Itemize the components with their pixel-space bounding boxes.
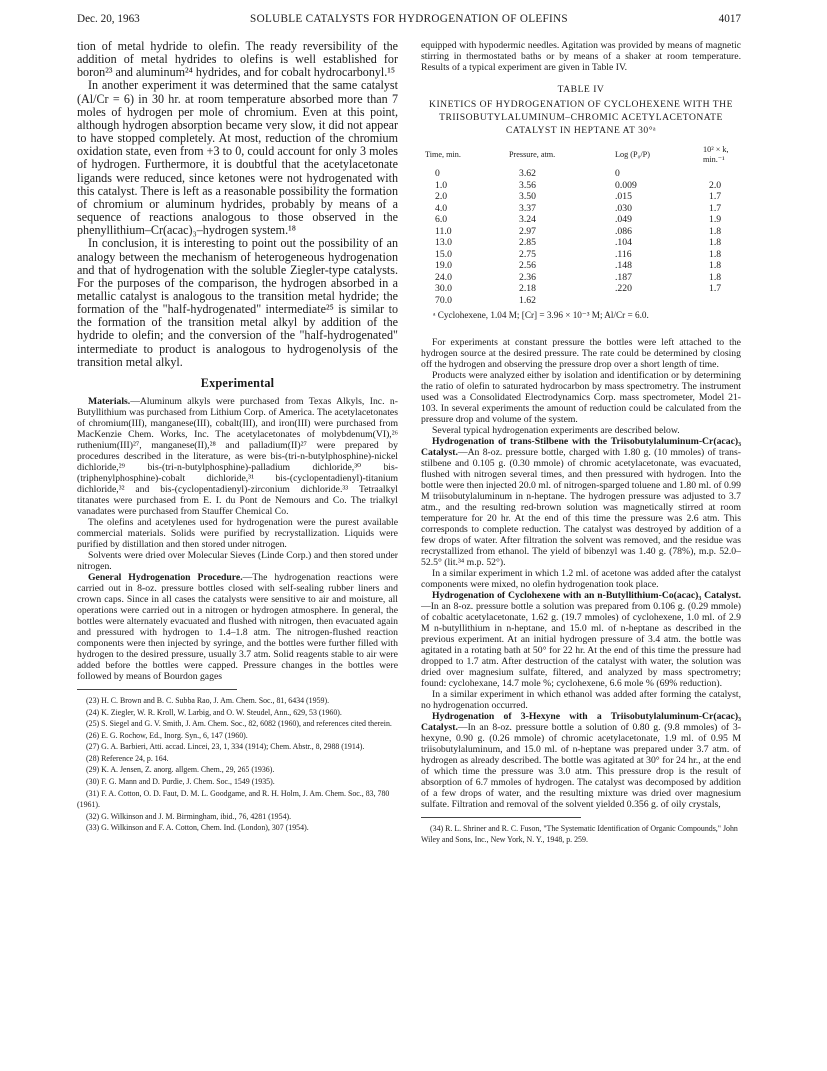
- table-cell: 13.0: [435, 237, 452, 249]
- hexyne-text: —In an 8-oz. pressure bottle a solution of 0.80 g. (9.8 mmoles) of 3-hexyne, 0.90 g. (0.26 mmole) of chromic acetylacetonate, 1.9 ml. of 0.95 M triisobutylaluminum, and 15.0 ml. of n-heptane was prepared under 3.7 atm. of hydrogen as already described. The bottle was agitated at 30° for 24 hr., at the end of which time the pressure was 3.0 atm. This pressure drop is the result of absorption of 6.7 mmoles of hydrogen. The catalyst was decomposed by addition of a few drops of water, and the resulting mixture was dried over magnesium sulfate. Filtration and removal of the solvent yielded 0.356 g. of oily crystals,: [421, 721, 741, 810]
- table-cell: 2.0: [435, 191, 448, 203]
- run-in-heading-hexyne: Hydrogenation of 3-Hexyne with a Triisobutylaluminum-Cr(acac)₃ Catalyst.: [421, 710, 741, 733]
- header-running-title: SOLUBLE CATALYSTS FOR HYDROGENATION OF OLEFINS: [250, 13, 568, 25]
- table-cell: .220: [615, 283, 632, 295]
- materials-text: —Aluminum alkyls were purchased from Texas Alkyls, Inc. n-Butyllithium was purchased from Lithium Corp. of America. The acetylacetonates of chromium(III), manganese(III), cobalt(III), and iron(III) were purchased from MacKenzie Chem. Works, Inc. The acetylacetonates of molybdenum(VI),²⁶ ruthenium(III)²⁷, manganese(II),²⁸ and palladium(II)²⁷ were prepared by procedures described in the literature, as were bis-(tri-n-butylphosphine)-nickel dichloride,²⁹ bis-(tri-n-butylphosphine)-palladium dichloride,³⁰ bis-(triphenylphosphine)-cobalt dichloride,³¹ bis-(cyclopentadienyl)-titanium dichloride,³² and bis-(cyclopentadienyl)-zirconium dichloride.³³ Tetraalkyl titanates were purchased from E. I. du Pont de Nemours and Co. The trialkyl vanadates were purchased from Stauffer Chemical Co.: [77, 395, 398, 517]
- table-row: [421, 191, 741, 203]
- table-cell: 3.50: [519, 191, 536, 203]
- table-cell: 6.0: [435, 214, 448, 226]
- table-cell: 2.56: [519, 260, 536, 272]
- table-cell: 1.8: [709, 260, 722, 272]
- table-cell: .187: [615, 271, 632, 283]
- table-row: [421, 180, 741, 192]
- table-cell: 3.37: [519, 202, 536, 214]
- footnote: (28) Reference 24, p. 164.: [86, 753, 169, 763]
- table-cell: .086: [615, 225, 632, 237]
- footnote: (34) R. L. Shriner and R. C. Fuson, "The Systematic Identification of Organic Compounds," John Wiley and Sons, Inc., New York, N. Y., 1948, p. 259.: [421, 823, 738, 845]
- paragraph-products: Products were analyzed either by isolation and identification or by determining the ratio of olefin to saturated hydrocarbon by mass spectrometry. The instrument used was a Consolidated Electrodynamics Corp. mass spectrometer, Model 21-103. In several experiments the amount of reduction could be calculated from the pressure drop and volume of the system.: [421, 369, 741, 425]
- table-cell: .049: [615, 214, 632, 226]
- paragraph-reversibility: tion of metal hydride to olefin. The ready reversibility of the addition of metal hydrides to olefins is well established for boron²³ and aluminum²⁴ hydrides, and for cobalt hydrocarbonyl.¹⁵: [77, 40, 398, 80]
- table-cell: 0: [615, 168, 620, 179]
- paragraph-materials: [77, 396, 398, 517]
- table-cell: 0.009: [615, 179, 637, 191]
- run-in-heading-materials: Materials.: [88, 395, 131, 407]
- paragraph-conclusion: In conclusion, it is interesting to point out the possibility of an analogy between the mechanism of heterogeneous hydrogenation and that of hydrogenation with the soluble Ziegler-type catalysts. For the purposes of the comparison, the hydrogen absorbed in a metallic catalyst is analogous to the transition metal hydride; the formation of the "half-hydrogenated" intermediate²⁵ is similar to the formation of the transition metal alkyl by addition of the hydride to olefin; and the conversion of the "half-hydrogenated" intermediate to product is analogous to hydrogenolysis of the transition metal alkyl.: [77, 236, 398, 369]
- table-cell: 15.0: [435, 248, 452, 260]
- paragraph-hexyne: [421, 711, 741, 810]
- table-cell: 11.0: [435, 225, 452, 237]
- table-cell: 1.7: [709, 202, 722, 214]
- general-text: —The hydrogenation reactions were carried out in 8-oz. pressure bottles closed with self-sealing rubber liners and crown caps. Since in all cases the catalysts were sensitive to air and moisture, all operations were carried out in a nitrogen or hydrogen atmosphere. In general, the bottles were alternately evacuated and flushed with nitrogen, then evacuated again and pressured with hydrogen to 1.4–1.8 atm. The nitrogen-flushed reaction components were then injected by syringe, and the bottles were further filled with hydrogen to the desired pressure, usually 3.7 atm. Solid reagents stable to air were added before the bottles were capped. Pressure changes in the bottles were followed by means of Bourdon gages: [77, 571, 398, 682]
- stilbene-text: —An 8-oz. pressure bottle, charged with 1.80 g. (10 mmoles) of trans-stilbene and 0.105 g. (0.30 mmole) of chromic acetylacetonate, was evacuated, flushed with nitrogen several times, and then pressured with hydrogen. Into the bottle were then injected 20.0 ml. of nitrogen-sparged toluene and 1.80 ml. of 0.99 M triisobutylaluminum in n-heptane. The hydrogen pressure was adjusted to 3.7 atm., and the resulting red-brown solution was magnetically stirred at room temperature for 20 hr. At the end of this time the pressure was 2.6 atm. This corresponds to complete reduction. The catalyst was destroyed by addition of a few drops of water. After filtration the solvent was removed, and the residue was recrystallized from ethanol. The yield of bibenzyl was 1.40 g. (78%), m.p. 52.0–52.5° (lit.³⁴ m.p. 52°).: [421, 446, 741, 568]
- paragraph-constant-pressure: For experiments at constant pressure the bottles were left attached to the hydrogen source at the desired pressure. The rate could be determined by closing off the hydrogen and observing the pressure drop over a short length of time.: [421, 336, 741, 370]
- table-footnote: ᵃ Cyclohexene, 1.04 M; [Cr] = 3.96 × 10⁻³ M; Al/Cr = 6.0.: [433, 309, 649, 320]
- column-header-log: Log (P₀/P): [615, 150, 650, 159]
- paragraph-several: Several typical hydrogenation experiments are described below.: [432, 424, 680, 436]
- table-cell: 2.18: [519, 283, 536, 295]
- table-row: [421, 214, 741, 226]
- table-cell: .015: [615, 191, 632, 203]
- run-in-heading-stilbene: Hydrogenation of trans-Stilbene with the Triisobutylaluminum-Cr(acac)₃ Catalyst.: [421, 435, 741, 458]
- table-cell: 1.7: [709, 283, 722, 295]
- footnote: (26) E. G. Rochow, Ed., Inorg. Syn., 6, 147 (1960).: [86, 730, 248, 740]
- table-cell: 2.36: [519, 271, 536, 283]
- table-cell: 1.8: [709, 237, 722, 249]
- paragraph-general-procedure: [77, 572, 398, 682]
- section-heading-experimental: Experimental: [200, 375, 275, 390]
- left-column: [77, 40, 398, 1058]
- footnote-rule: [77, 689, 237, 690]
- table-row: [421, 237, 741, 249]
- table-cell: 30.0: [435, 283, 452, 295]
- table-cell: 2.0: [709, 179, 722, 191]
- table-cell: 3.56: [519, 179, 536, 191]
- table-cell: 3.62: [519, 168, 536, 179]
- header-page-number: 4017: [718, 13, 741, 25]
- paragraph-stilbene: [421, 436, 741, 568]
- column-header-time: Time, min.: [425, 150, 461, 159]
- column-header-rate-constant: 10² × k, min.⁻¹: [703, 145, 729, 164]
- paragraph-olefins: The olefins and acetylenes used for hydrogenation were the purest available commercial materials. Solids were purified by recrystallization. Liquids were purified by distillation and then stored under nitrogen.: [77, 516, 398, 550]
- table-cell: 2.97: [519, 225, 536, 237]
- footnote: (25) S. Siegel and G. V. Smith, J. Am. Chem. Soc., 82, 6082 (1960), and references cited therein.: [86, 719, 392, 729]
- footnote: (29) K. A. Jensen, Z. anorg. allgem. Chem., 29, 265 (1936).: [86, 765, 275, 775]
- table-cell: .104: [615, 237, 632, 249]
- header-date: Dec. 20, 1963: [77, 13, 140, 25]
- run-in-heading-general: General Hydrogenation Procedure.: [88, 571, 243, 583]
- paragraph-ethanol: In a similar experiment in which ethanol was added after forming the catalyst, no hydrogenation occurred.: [421, 688, 741, 711]
- table-cell: .148: [615, 260, 632, 272]
- table-row: [421, 283, 741, 295]
- run-in-heading-cyclohexene: Hydrogenation of Cyclohexene with an n-Butyllithium-Co(acac)₃ Catalyst.: [432, 589, 741, 601]
- footnote: (33) G. Wilkinson and F. A. Cotton, Chem. Ind. (London), 307 (1954).: [86, 823, 309, 833]
- table-cell: 2.85: [519, 237, 536, 249]
- table-row: [421, 226, 741, 238]
- column-header-pressure: Pressure, atm.: [509, 150, 556, 159]
- footnote: (31) F. A. Cotton, O. D. Faut, D. M. L. Goodgame, and R. H. Holm, J. Am. Chem. Soc., 83, 780 (1961).: [77, 788, 390, 810]
- table-row: [421, 260, 741, 272]
- table-cell: 19.0: [435, 260, 452, 272]
- table-cell: 1.7: [709, 191, 722, 203]
- paragraph-solvents: Solvents were dried over Molecular Sieves (Linde Corp.) and then stored under nitrogen.: [77, 549, 398, 572]
- table-cell: .030: [615, 202, 632, 214]
- table-cell: 70.0: [435, 295, 452, 307]
- table-cell: [603, 295, 687, 307]
- kinetics-table: [421, 143, 741, 307]
- table-row: [421, 295, 741, 307]
- footnote: (30) F. G. Mann and D. Purdie, J. Chem. Soc., 1549 (1935).: [86, 777, 275, 787]
- paragraph-acetone: In a similar experiment in which 1.2 ml. of acetone was added after the catalyst components were mixed, no olefin hydrogenation took place.: [421, 567, 741, 590]
- table-header-row: [421, 143, 741, 168]
- footnote: (27) G. A. Barbieri, Atti. accad. Lincei, 23, 1, 334 (1914); Chem. Abstr., 8, 2988 (1914).: [86, 742, 365, 752]
- paragraph-experiment: In another experiment it was determined that the same catalyst (Al/Cr = 6) in 30 hr. at room temperature absorbed more than 7 moles of hydrogen per mole of chromium. Even at this point, although hydrogen absorption became very slow, it did not appear to have stopped completely. At most, reduction of the chromium oxidation state, even from +3 to 0, could account for only 3 moles of hydrogen. Furthermore, it is doubtful that the acetylacetonate ligands were reduced, since ketones were not hydrogenated with this catalyst. There is left as a reasonable possibility the formation of chromium or aluminum hydrides, probably by means of a sequence of reactions analogous to those observed in the phenyllithium–Cr(acac)₃–hydrogen system.¹⁸: [77, 78, 398, 238]
- running-header: [77, 13, 741, 29]
- table-cell: 1.0: [435, 179, 448, 191]
- table-cell: 1.9: [709, 214, 722, 226]
- table-cell: 1.8: [709, 225, 722, 237]
- table-caption: TABLE IV: [557, 84, 605, 95]
- cyclohexene-text: —In an 8-oz. pressure bottle a solution was prepared from 0.106 g. (0.29 mmole) of cobaltic acetylacetonate, 1.62 g. (19.7 mmoles) of cyclohexene, 1.0 ml. of 2.9 M n-butyllithium in n-heptane, and 15.0 ml. of n-heptane as described in the previous experiment. At an initial hydrogen pressure of 3.4 atm. the bottle was agitated in a rotating bath at 50° for 22 hr. At the end of this time the pressure had dropped to 1.7 atm. After destruction of the catalyst with water, the solution was dried over magnesium sulfate, filtered, and analyzed by mass spectrometry; found: cyclohexane, 14.7 mole %; cyclohexene, 6.6 mole % (69% reduction).: [421, 600, 741, 689]
- table-cell: 24.0: [435, 271, 452, 283]
- footnotes: [77, 695, 398, 834]
- table-cell: [687, 295, 741, 307]
- table-row: [421, 249, 741, 261]
- paragraph-cyclohexene: [421, 590, 741, 689]
- table-cell: 4.0: [435, 202, 448, 214]
- table-row: [421, 203, 741, 215]
- table-cell: 2.75: [519, 248, 536, 260]
- footnote: (32) G. Wilkinson and J. M. Birmingham, ibid., 76, 4281 (1954).: [86, 811, 292, 821]
- right-column: [421, 40, 741, 1058]
- table-cell: 1.8: [709, 248, 722, 260]
- footnote: (24) K. Ziegler, W. R. Kroll, W. Larbig, and O. W. Steudel, Ann., 629, 53 (1960).: [86, 707, 342, 717]
- table-cell: 3.24: [519, 214, 536, 226]
- paragraph-agitation: equipped with hypodermic needles. Agitation was provided by means of magnetic stirring in thermostated baths or by means of a shaker at room temperature. Results of a typical experiment are given in Table IV.: [421, 40, 741, 73]
- table-cell: 1.62: [519, 295, 536, 307]
- table-cell: .116: [615, 248, 632, 260]
- footnote-rule: [421, 817, 581, 818]
- footnote: (23) H. C. Brown and B. C. Subba Rao, J. Am. Chem. Soc., 81, 6434 (1959).: [86, 695, 330, 705]
- table-cell: 1.8: [709, 271, 722, 283]
- table-row: [421, 272, 741, 284]
- table-title: KINETICS OF HYDROGENATION OF CYCLOHEXENE WITH THE TRIISOBUTYLALUMINUM–CHROMIC ACETYLACETONATE CATALYST IN HEPTANE AT 30°ᵃ: [429, 99, 733, 136]
- table-cell: [687, 168, 741, 180]
- table-cell: 0: [435, 168, 440, 179]
- table-row: [421, 168, 741, 180]
